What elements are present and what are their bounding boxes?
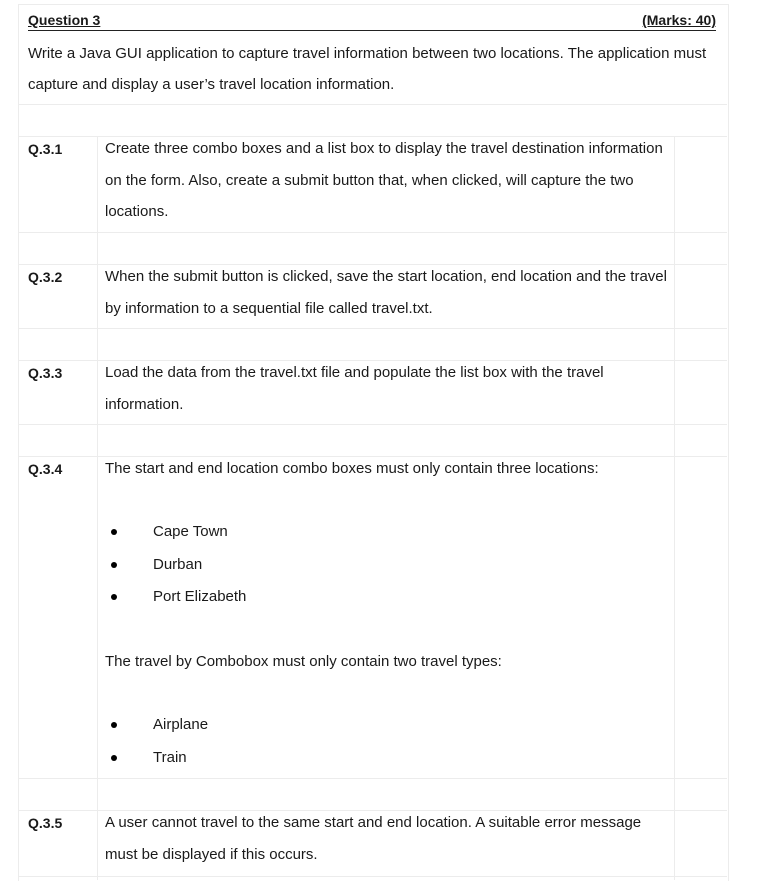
list-item [105,742,673,775]
question-header [28,10,716,31]
table-column-rule [674,136,675,880]
question-text: A user cannot travel to the same start and end location. A suitable error message must be displayed if this occurs. [105,814,642,863]
bullet-icon [111,755,117,761]
table-rule [18,328,727,329]
bullet-icon [111,594,117,600]
travel-type-list [105,709,673,774]
table-rule [18,104,727,105]
list-item [105,581,673,614]
location-list [105,516,673,614]
question-number: Q.3.3 [28,365,63,381]
bullet-icon [111,529,117,535]
question-title: Question 3 [28,12,101,28]
table-rule [18,232,727,233]
table-rule [18,424,727,425]
list-item [105,709,673,742]
location-option: Cape Town [153,523,228,540]
location-option: Port Elizabeth [153,588,247,605]
question-number: Q.3.2 [28,269,63,285]
question-text: When the submit button is clicked, save the start location, end location and the travel by information to a sequential file called travel.txt. [105,268,667,317]
table-rule [18,778,727,779]
question-marks: (Marks: 40) [642,12,716,28]
question-number: Q.3.4 [28,461,63,477]
question-subtext: The travel by Combobox must only contain two travel types: [105,653,502,670]
bullet-icon [111,562,117,568]
table-rule [18,876,727,877]
question-text: Load the data from the travel.txt file and populate the list box with the travel information. [105,364,604,413]
question-intro: Write a Java GUI application to capture travel information between two locations. The application must capture and display a user’s travel location information. [28,45,707,93]
travel-type-option: Train [153,748,187,766]
question-text: Create three combo boxes and a list box to display the travel destination information on the form. Also, create a submit button that, when clicked, will capture the two locations. [105,140,663,220]
location-option: Durban [153,555,203,573]
question-number: Q.3.5 [28,815,63,831]
question-number: Q.3.1 [28,141,63,157]
list-item [105,516,673,549]
list-item [105,549,673,582]
travel-type-option: Airplane [153,716,209,733]
bullet-icon [111,722,117,728]
question-text: The start and end location combo boxes must only contain three locations: [105,460,599,477]
table-column-rule [97,136,98,880]
